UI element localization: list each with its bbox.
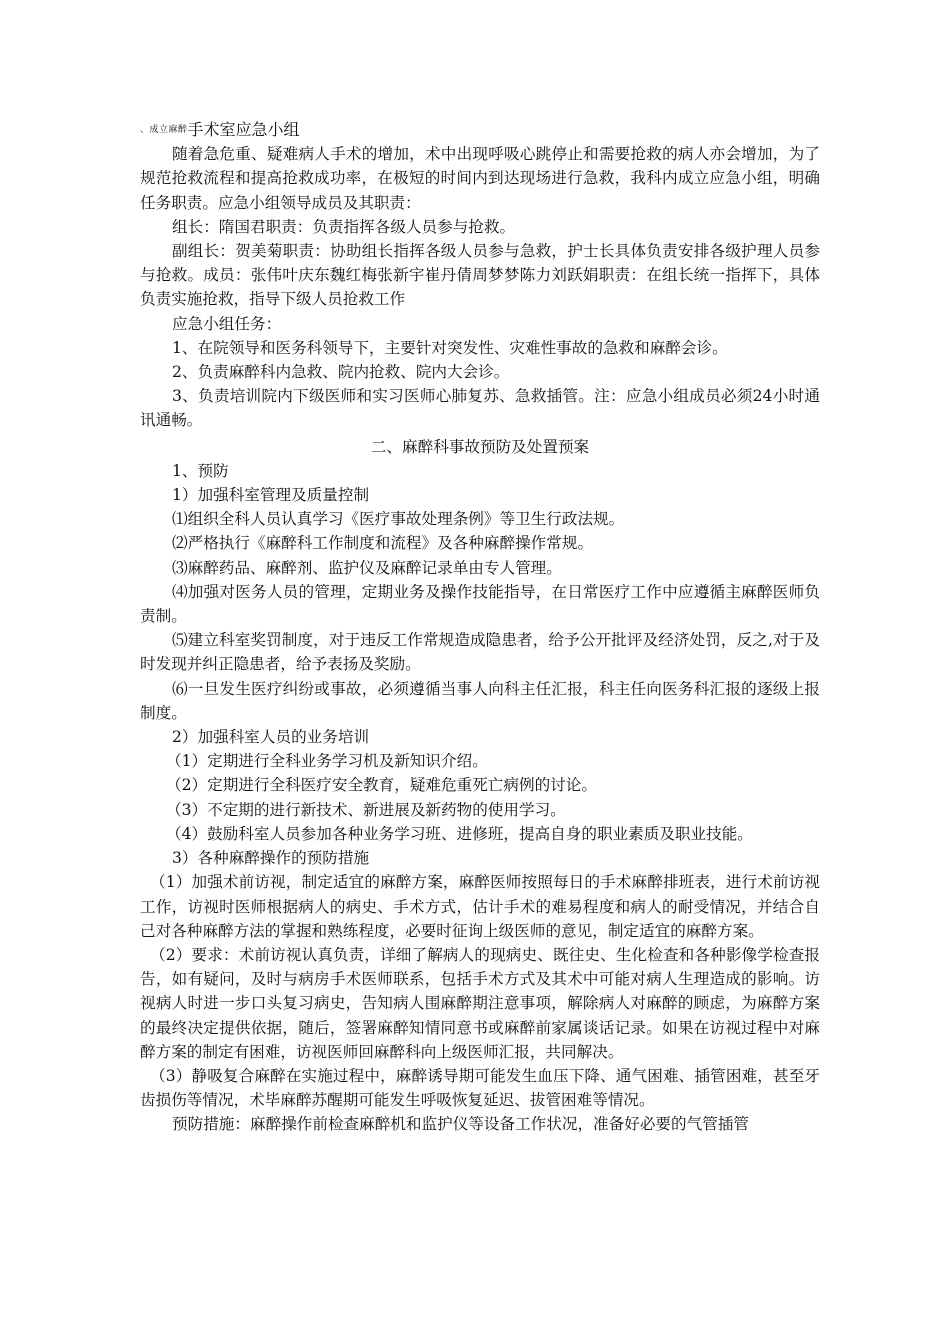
sub3-item: （3）静吸复合麻醉在实施过程中，麻醉诱导期可能发生血压下降、通气困难、插管困难，甚至牙齿损伤等情况，术毕麻醉苏醒期可能发生呼吸恢复延迟、拔管困难等情况。 <box>140 1066 820 1110</box>
sub1-item: ⑸建立科室奖罚制度，对于违反工作常规造成隐患者，给予公开批评及经济处罚，反之,对于及时发现并纠正隐患者，给予表扬及奖励。 <box>140 631 820 674</box>
document-body <box>140 118 820 1137</box>
sub2-item: （4）鼓励科室人员参加各种业务学习班、进修班，提高自身的职业素质及职业技能。 <box>166 824 753 843</box>
section1-leader: 组长：隋国君职责：负责指挥各级人员参与抢救。 <box>172 217 516 236</box>
sub2-item: （2）定期进行全科医疗安全教育，疑难危重死亡病例的讨论。 <box>166 776 597 795</box>
sub3-item: （1）加强术前访视，制定适宜的麻醉方案，麻醉医师按照每日的手术麻醉排班表，进行术前访视工作，访视时医师根据病人的病史、手术方式，估计手术的难易程度和病人的耐受情况，并结合自己对各种麻醉方法的掌握和熟练程度，必要时征询上级医师的意见，制定适宜的麻醉方案。 <box>140 873 820 940</box>
section1-heading-prefix: 、成立麻醉 <box>140 125 188 135</box>
section1-tasks-title: 应急小组任务： <box>172 314 282 333</box>
section1-task: 2、负责麻醉科内急救、院内抢救、院内大会诊。 <box>172 363 510 382</box>
section1-intro: 随着急危重、疑难病人手术的增加，术中出现呼吸心跳停止和需要抢救的病人亦会增加，为了规范抢救流程和提高抢救成功率，在极短的时间内到达现场进行急救，我科内成立应急小组，明确任务职责。应急小组领导成员及其职责： <box>140 145 820 212</box>
prevention-measures: 预防措施：麻醉操作前检查麻醉机和监护仪等设备工作状况，准备好必要的气管插管 <box>172 1115 749 1134</box>
section1-task: 3、负责培训院内下级医师和实习医师心肺复苏、急救插管。注：应急小组成员必须24小时通讯通畅。 <box>140 387 820 430</box>
sub2-title: 2）加强科室人员的业务培训 <box>172 728 370 747</box>
sub1-title: 1）加强科室管理及质量控制 <box>172 486 370 505</box>
section1-heading <box>140 118 820 142</box>
sub3-title: 3）各种麻醉操作的预防措施 <box>172 849 370 868</box>
section2-prevention: 1、预防 <box>172 461 229 480</box>
sub1-item: ⑷加强对医务人员的管理，定期业务及操作技能指导，在日常医疗工作中应遵循主麻醉医师负责制。 <box>140 582 820 626</box>
sub1-item: ⑵严格执行《麻醉科工作制度和流程》及各种麻醉操作常规。 <box>172 534 594 553</box>
section1-heading-main: 手术室应急小组 <box>187 120 300 139</box>
sub2-item: （3）不定期的进行新技术、新进展及新药物的使用学习。 <box>166 800 566 819</box>
sub1-item: ⑶麻醉药品、麻醉剂、监护仪及麻醉记录单由专人管理。 <box>172 558 562 577</box>
section1-task: 1、在院领导和医务科领导下，主要针对突发性、灾难性事故的急救和麻醉会诊。 <box>172 338 728 357</box>
sub1-item: ⑹一旦发生医疗纠纷或事故，必须遵循当事人向科主任汇报，科主任向医务科汇报的逐级上报制度。 <box>140 679 820 722</box>
section1-deputy: 副组长：贺美菊职责：协助组长指挥各级人员参与急救，护士长具体负责安排各级护理人员参与抢救。成员：张伟叶庆东魏红梅张新宇崔丹倩周梦梦陈力刘跃娟职责：在组长统一指挥下，具体负责实施抢救，指导下级人员抢救工作 <box>140 242 820 309</box>
sub3-item: （2）要求：术前访视认真负责，详细了解病人的现病史、既往史、生化检查和各种影像学检查报告，如有疑问，及时与病房手术医师联系，包括手术方式及其术中可能对病人生理造成的影响。访视病人时进一步口头复习病史，告知病人围麻醉期注意事项，解除病人对麻醉的顾虑，为麻醉方案的最终决定提供依据，随后，签署麻醉知情同意书或麻醉前家属谈话记录。如果在访视过程中对麻醉方案的制定有困难，访视医师回麻醉科向上级医师汇报，共同解决。 <box>140 945 820 1061</box>
section2-heading: 二、麻醉科事故预防及处置预案 <box>370 437 590 456</box>
sub2-item: （1）定期进行全科业务学习机及新知识介绍。 <box>166 752 488 771</box>
sub1-item: ⑴组织全科人员认真学习《医疗事故处理条例》等卫生行政法规。 <box>172 510 625 529</box>
